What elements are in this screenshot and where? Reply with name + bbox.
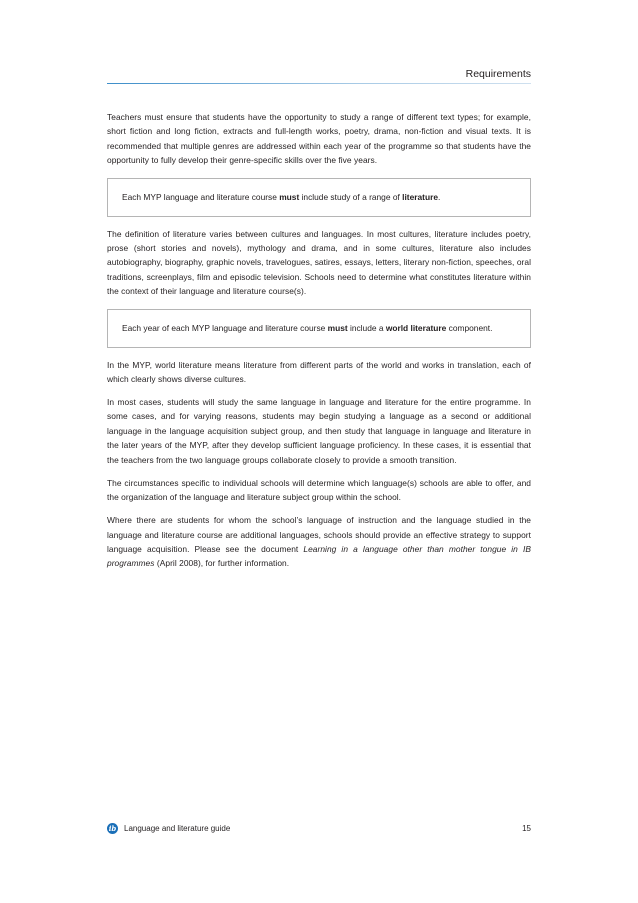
- requirement-text: Each year of each MYP language and literature course must include a world literature component.: [122, 322, 493, 333]
- ib-logo-icon: ib: [108, 824, 117, 833]
- requirement-box-world-literature: [107, 309, 531, 348]
- paragraph-definition-literature: The definition of literature varies between cultures and languages. In most cultures, literature includes poetry, prose (short stories and novels), mythology and drama, and in some cultures, literature also includes autobiography, biography, graphic novels, travelogues, satires, essays, letters, literary non-fiction, speeches, oral traditions, screenplays, film and episodic television. Schools need to determine what constitutes literature within the context of their language and literature course(s).: [107, 228, 531, 297]
- page-footer: [107, 823, 531, 837]
- guide-title: Language and literature guide: [124, 824, 231, 833]
- paragraph-world-literature: In the MYP, world literature means literature from different parts of the world and works in translation, each of which clearly shows diverse cultures.: [107, 359, 531, 385]
- page-number: 15: [522, 824, 531, 833]
- requirement-text: Each MYP language and literature course must include study of a range of literature.: [122, 191, 441, 202]
- paragraph-language-study: In most cases, students will study the same language in language and literature for the entire programme. In some cases, and for varying reasons, students may begin studying a language as a second or additional language in the language acquisition subject group, and then study that language in language and literature in the later years of the MYP, after they develop sufficient language proficiency. In these cases, it is essential that the teachers from the two language groups collaborate closely to provide a smooth transition.: [107, 397, 531, 465]
- document-title-link: Learning in a language other than mother tongue in IB programmes: [107, 543, 531, 569]
- main-content: [107, 110, 531, 579]
- running-header: Requirements: [465, 68, 531, 80]
- requirement-box-literature: [107, 178, 531, 217]
- header-rule: [107, 83, 531, 84]
- paragraph-additional-languages: Where there are students for whom the school’s language of instruction and the language studied in the language and literature course are additional languages, schools should provide an effective strategy to support language acquisition. Please see the document Learning in a language other than mother tongue in IB programmes (April 2008), for further information.: [107, 515, 531, 569]
- paragraph-text-types: Teachers must ensure that students have the opportunity to study a range of different text types; for example, short fiction and long fiction, extracts and full-length works, poetry, drama, non-fiction and visual texts. It is recommended that multiple genres are addressed within each year of the programme so that students have the opportunity to fully develop their genre-specific skills over the five years.: [107, 112, 531, 166]
- paragraph-circumstances: The circumstances specific to individual schools will determine which language(s) schools are able to offer, and the organization of the language and literature subject group within the school.: [107, 477, 531, 503]
